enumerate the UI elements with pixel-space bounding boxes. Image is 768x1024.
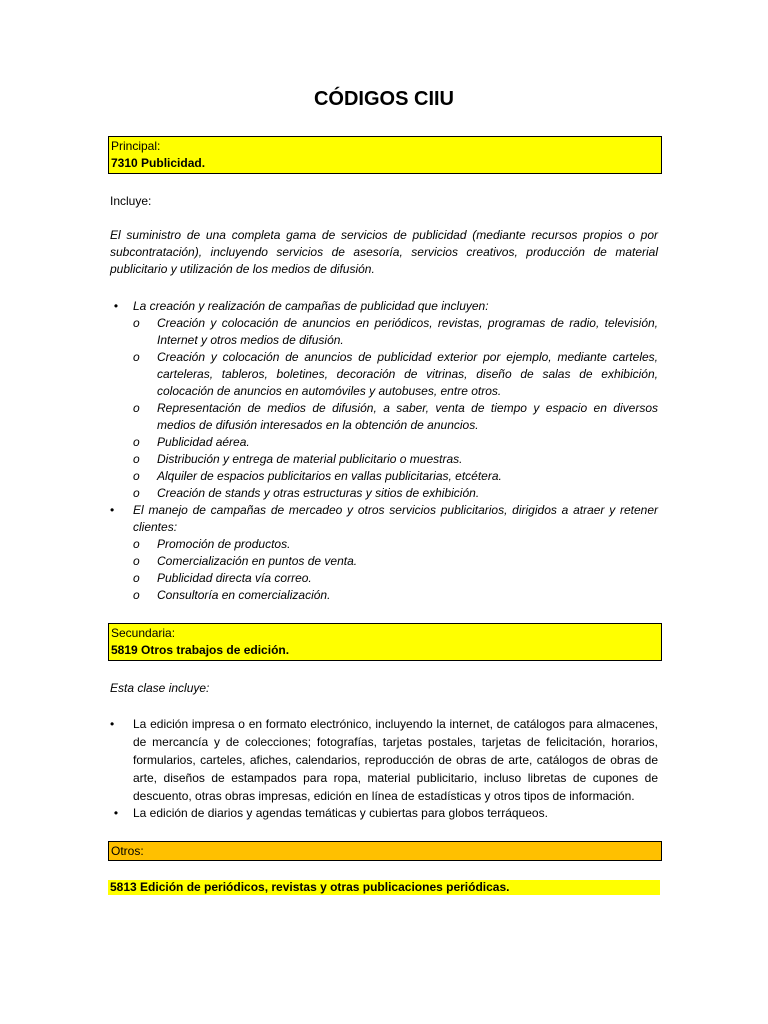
sub-list-item xyxy=(133,468,658,485)
list-item-text: La edición impresa o en formato electrónico, incluyendo la internet, de catálogos para almacenes, de mercancía y de colecciones; fotografías, tarjetas postales, tarjetas de felicitación, horarios, formularios, carteles, afiches, calendarios, reproducción de obras de arte, catálogos de obras de arte, diseños de estampados para ropa, material publicitario, incluso libretas de cupones de descuento, otras obras impresas, edición en línea de estadísticas y otros tipos de información. xyxy=(133,717,658,803)
sub-bullet-icon: o xyxy=(133,588,140,602)
sub-list-item xyxy=(133,485,658,502)
list-item-text: El manejo de campañas de mercadeo y otros servicios publicitarios, dirigidos a atraer y retener clientes: xyxy=(133,503,658,534)
principal-box xyxy=(108,136,662,174)
secundaria-includes-label: Esta clase incluye: xyxy=(110,681,210,695)
sub-list-item xyxy=(133,570,658,587)
sub-bullet-icon: o xyxy=(133,537,140,551)
bullet-icon: • xyxy=(113,806,119,820)
sub-bullet-icon: o xyxy=(133,401,140,415)
sub-list-item-text: Creación de stands y otras estructuras y sitios de exhibición. xyxy=(157,486,480,500)
sub-list-item-text: Publicidad aérea. xyxy=(157,435,250,449)
sub-bullet-icon: o xyxy=(133,316,140,330)
sub-bullet-icon: o xyxy=(133,486,140,500)
list-item xyxy=(110,502,658,604)
sub-list-item xyxy=(133,349,658,400)
list-item-text: La edición de diarios y agendas temáticas y cubiertas para globos terráqueos. xyxy=(133,806,548,820)
sub-list-item-text: Alquiler de espacios publicitarios en vallas publicitarias, etcétera. xyxy=(157,469,502,483)
sub-list-item xyxy=(133,451,658,468)
secundaria-label: Secundaria: xyxy=(111,626,176,640)
sub-list-item-text: Publicidad directa vía correo. xyxy=(157,571,312,585)
principal-description: El suministro de una completa gama de servicios de publicidad (mediante recursos propios o por subcontratación), incluyendo servicios de asesoría, servicios creativos, producción de material publicitario y utilización de los medios de difusión. xyxy=(110,228,658,276)
sub-list-item-text: Distribución y entrega de material publicitario o muestras. xyxy=(157,452,463,466)
sub-list-item-text: Comercialización en puntos de venta. xyxy=(157,554,358,568)
otros-label: Otros: xyxy=(111,844,144,858)
principal-label: Principal: xyxy=(111,139,161,153)
list-item xyxy=(110,715,658,805)
principal-includes-label: Incluye: xyxy=(110,194,152,208)
sub-bullet-icon: o xyxy=(133,571,140,585)
sub-bullet-icon: o xyxy=(133,452,140,466)
sub-list-item xyxy=(133,587,658,604)
principal-bullet-list xyxy=(110,298,658,604)
sub-bullet-icon: o xyxy=(133,435,140,449)
list-item xyxy=(110,298,658,502)
secundaria-code: 5819 Otros trabajos de edición. xyxy=(111,643,290,657)
sub-bullet-icon: o xyxy=(133,554,140,568)
list-item-text: La creación y realización de campañas de publicidad que incluyen: xyxy=(133,299,489,313)
page-title: CÓDIGOS CIIU xyxy=(313,88,454,110)
principal-code: 7310 Publicidad. xyxy=(111,156,206,170)
sub-list-item xyxy=(133,553,658,570)
list-item xyxy=(110,805,658,822)
sub-list-item-text: Creación y colocación de anuncios en periódicos, revistas, programas de radio, televisión, Internet y otros medios de difusión. xyxy=(157,316,658,347)
otros-box xyxy=(108,841,662,861)
bullet-icon: • xyxy=(113,299,119,313)
sub-list-item xyxy=(133,536,658,553)
sub-list-item-text: Promoción de productos. xyxy=(157,537,291,551)
otros-code: 5813 Edición de periódicos, revistas y otras publicaciones periódicas. xyxy=(108,880,660,895)
sub-bullet-icon: o xyxy=(133,350,140,364)
bullet-icon: • xyxy=(110,717,115,731)
sub-list-item-text: Consultoría en comercialización. xyxy=(157,588,331,602)
sub-list-item xyxy=(133,315,658,349)
sub-list-item xyxy=(133,400,658,434)
sub-bullet-icon: o xyxy=(133,469,140,483)
bullet-icon: • xyxy=(110,503,115,517)
sub-list xyxy=(133,315,658,502)
sub-list xyxy=(133,536,658,604)
secundaria-box xyxy=(108,623,662,661)
secundaria-bullet-list xyxy=(110,715,658,822)
sub-list-item-text: Representación de medios de difusión, a saber, venta de tiempo y espacio en diversos medios de difusión interesados en la obtención de anuncios. xyxy=(157,401,658,432)
sub-list-item xyxy=(133,434,658,451)
sub-list-item-text: Creación y colocación de anuncios de publicidad exterior por ejemplo, mediante carteles, carteleras, tableros, boletines, decoración de vitrinas, diseño de salas de exhibición, colocación de anuncios en automóviles y autobuses, entre otros. xyxy=(157,350,658,398)
